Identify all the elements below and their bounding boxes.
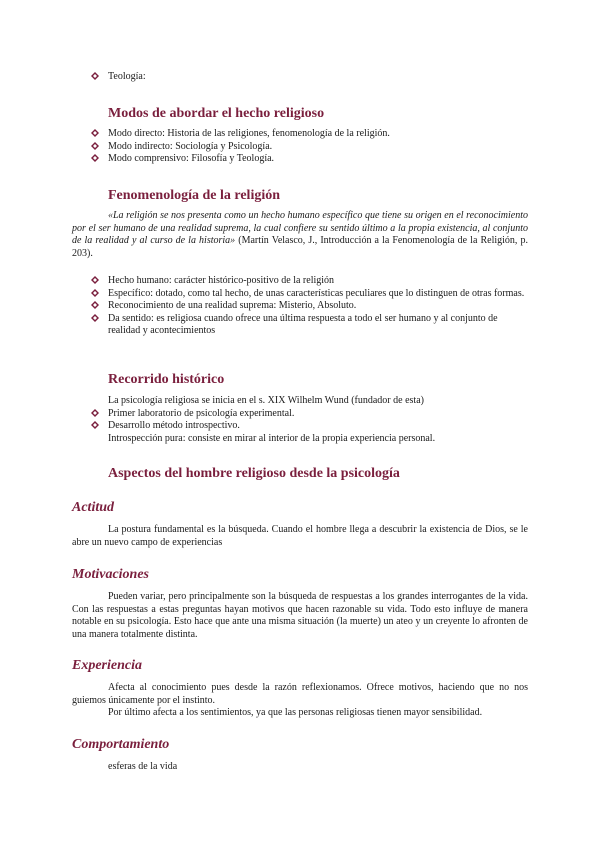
actitud-block	[72, 524, 528, 549]
list-item: Teología:	[72, 71, 528, 84]
section-heading-aspectos: Aspectos del hombre religioso desde la psicología	[108, 466, 400, 481]
list-item: Modo comprensivo: Filosofía y Teología.	[72, 153, 528, 166]
comportamiento-paragraph: esferas de la vida	[108, 761, 178, 772]
motivaciones-paragraph: Pueden variar, pero principalmente son la búsqueda de respuestas a los grandes interrogantes de la vida. Con las respuestas a estas preguntas hayan motivos que hacen razonable su vida. Todo esto influye de manera notable en su psicología. Esto hace que ante una misma situación (la muerte) un ateo y un creyente lo afronten de una manera totalmente distinta.	[72, 591, 528, 640]
subsection-heading-comportamiento: Comportamiento	[72, 737, 170, 752]
list-item: Hecho humano: carácter histórico-positivo de la religión	[72, 275, 528, 288]
experiencia-paragraph-2: Por último afecta a los sentimientos, ya que las personas religiosas tienen mayor sensibilidad.	[108, 707, 483, 718]
diamond-bullet-icon	[91, 301, 99, 309]
list-item: Reconocimiento de una realidad suprema: Misterio, Absoluto.	[72, 300, 528, 313]
experiencia-paragraph-1: Afecta al conocimiento pues desde la razón reflexionamos. Ofrece motivos, haciendo que no nos guiemos únicamente por el instinto.	[72, 682, 528, 706]
subsection-heading-actitud: Actitud	[72, 500, 115, 515]
list-item: Da sentido: es religiosa cuando ofrece una última respuesta a todo el ser humano y al conjunto de realidad y acontecimientos	[72, 313, 528, 338]
subsection-heading-experiencia: Experiencia	[72, 658, 142, 673]
diamond-bullet-icon	[91, 72, 99, 80]
list-item: Desarrollo método introspectivo.	[72, 420, 528, 433]
actitud-paragraph: La postura fundamental es la búsqueda. Cuando el hombre llega a descubrir la existencia de Dios, se le abre un nuevo campo de experiencias	[72, 524, 528, 548]
recorrido-block	[72, 395, 528, 445]
diamond-bullet-icon	[91, 276, 99, 284]
section-heading-modos: Modos de abordar el hecho religioso	[108, 106, 325, 121]
fenomenologia-list-block	[72, 275, 528, 338]
diamond-bullet-icon	[91, 289, 99, 297]
fenomenologia-quote-block	[72, 210, 528, 260]
subsection-heading-motivaciones: Motivaciones	[72, 567, 149, 582]
list-item: Modo directo: Historia de las religiones, fenomenología de la religión.	[72, 128, 528, 141]
diamond-bullet-icon	[91, 154, 99, 162]
list-item: Modo indirecto: Sociología y Psicología.	[72, 141, 528, 154]
diamond-bullet-icon	[91, 314, 99, 322]
diamond-bullet-icon	[91, 142, 99, 150]
section-heading-recorrido: Recorrido histórico	[108, 372, 225, 387]
diamond-bullet-icon	[91, 409, 99, 417]
motivaciones-block	[72, 591, 528, 641]
intro-list-block	[72, 71, 528, 84]
section-heading-fenomenologia: Fenomenología de la religión	[108, 188, 281, 203]
comportamiento-block	[72, 761, 528, 774]
citation-text: (Martín Velasco, J., Introducción a la Fenomenología de la Religión, p. 203).	[72, 235, 528, 259]
quote-paragraph	[72, 210, 528, 260]
diamond-bullet-icon	[91, 421, 99, 429]
list-item: Específico: dotado, como tal hecho, de unas características peculiares que lo distinguen de otras formas.	[72, 288, 528, 301]
quote-text: «La religión se nos presenta como un hecho humano específico que tiene su origen en el reconocimiento por el ser humano de una realidad suprema, la cual confiere su sentido último a la propia existencia, al conjunto de la realidad y al curso de la historia»	[72, 210, 528, 246]
list-item: Primer laboratorio de psicología experimental.	[72, 408, 528, 421]
recorrido-intro: La psicología religiosa se inicia en el s. XIX Wilhelm Wund (fundador de esta)	[108, 395, 424, 406]
diamond-bullet-icon	[91, 129, 99, 137]
recorrido-note: Introspección pura: consiste en mirar al interior de la propia experiencia personal.	[108, 432, 436, 444]
modos-list-block	[72, 128, 528, 166]
experiencia-block	[72, 682, 528, 720]
